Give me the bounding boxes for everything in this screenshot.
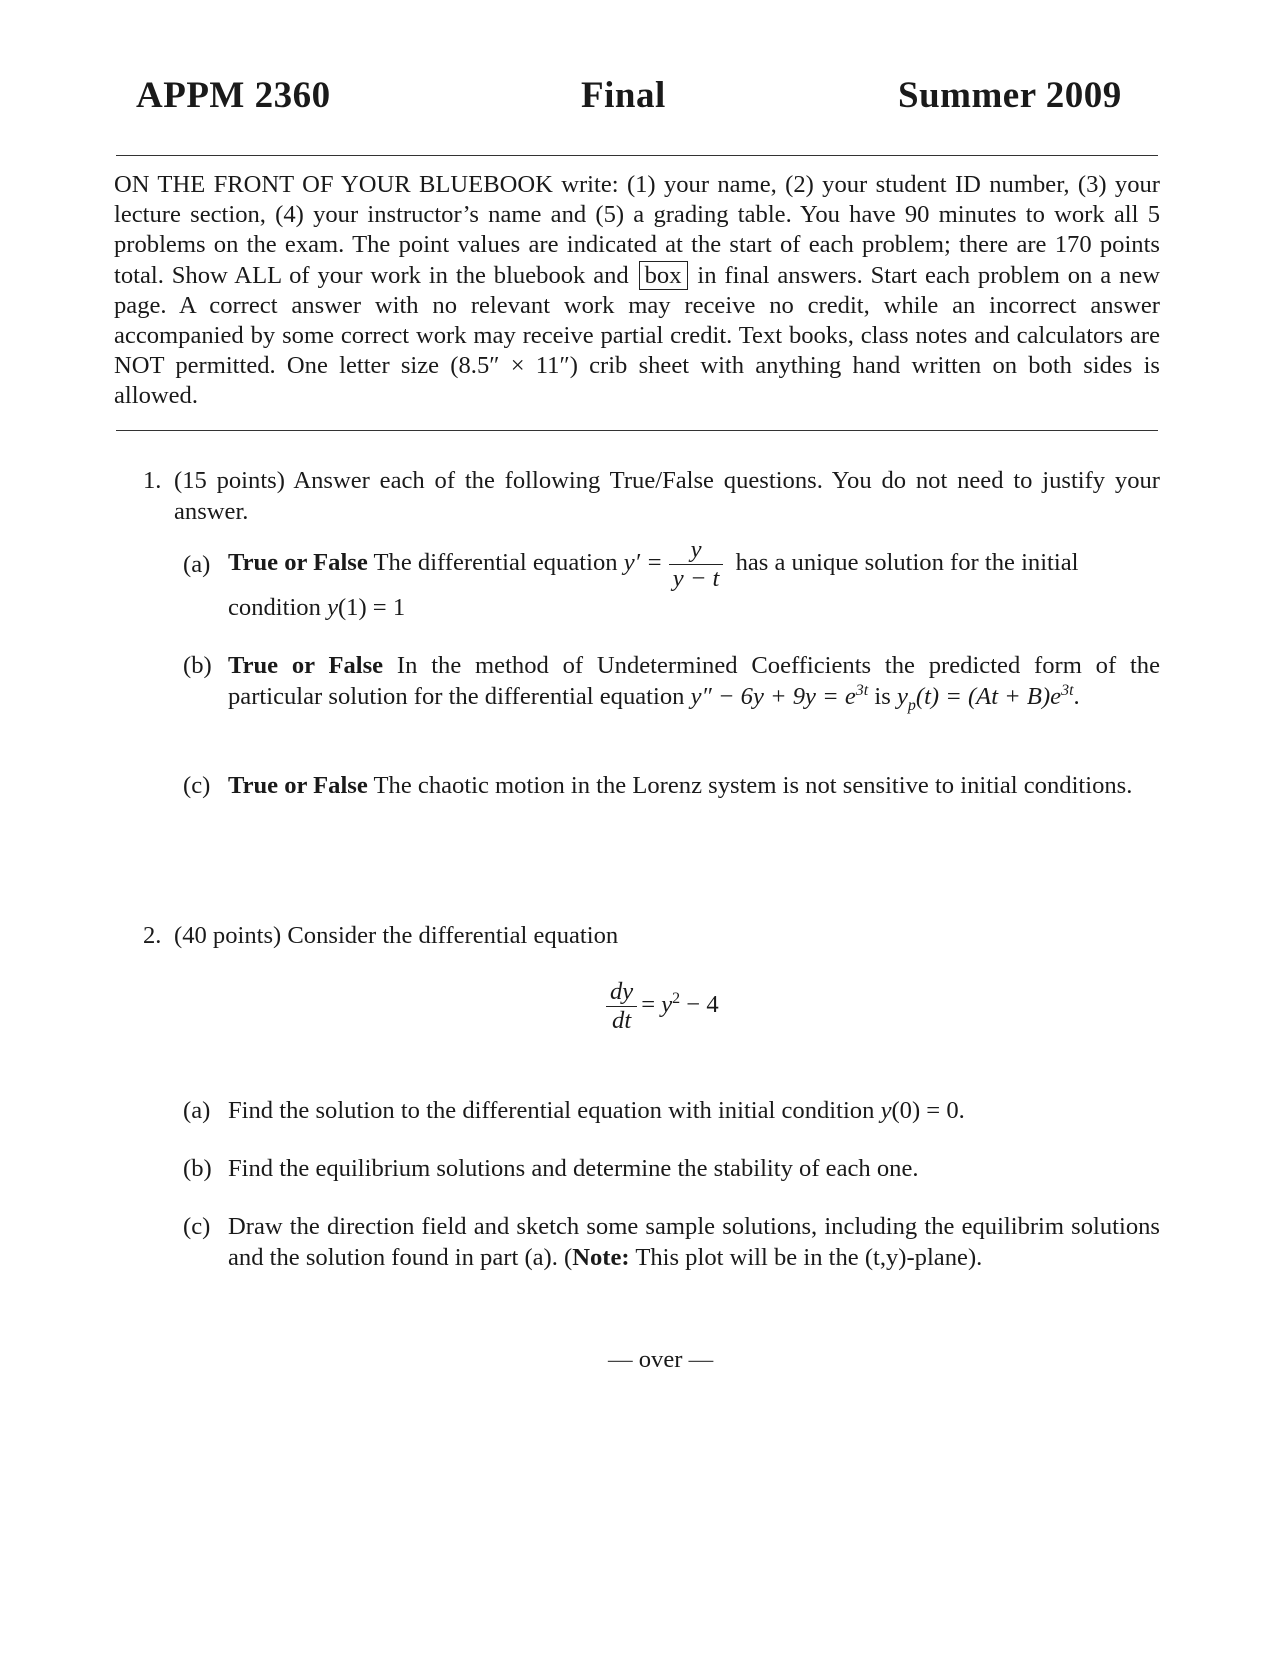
- equation-1a: y′ =: [623, 549, 663, 577]
- note-text: This plot will be in the (t,y)-plane).: [635, 1243, 983, 1271]
- problem-1c-label: (c): [183, 772, 211, 799]
- true-or-false-label: True or False: [228, 652, 384, 679]
- particular-solution: $y_p(t) = (At + B)e^{3t}$: [896, 681, 1074, 714]
- instructions-rule: [116, 430, 1158, 431]
- problem-1a-text-before: The differential equation: [373, 549, 618, 577]
- problem-1c-body: The chaotic motion in the Lorenz system is not sensitive to initial conditions.: [373, 772, 1133, 799]
- problem-2c-text: Draw the direction field and sketch some sample solutions, including the equilibrim solutions and the solution found in part (a). (Note: This plot will be in the (t,y)-plane).: [228, 1213, 1160, 1271]
- problem-1-number: 1.: [143, 467, 162, 494]
- initial-condition-1a: y: [327, 594, 338, 621]
- fraction-1a: $\frac{y}{y - t}$: [669, 536, 724, 593]
- boxed-word: box: [639, 261, 688, 290]
- problem-1b-text: In the method of Undetermined Coefficients the predicted form of the: [396, 652, 1160, 679]
- over-footer: — over —: [608, 1346, 714, 1373]
- problem-1c-text: [228, 771, 1160, 802]
- problem-1-intro: (15 points) Answer each of the following True/False questions. You do not need to justify your answer.: [174, 467, 1160, 525]
- course-title: APPM 2360: [136, 75, 331, 116]
- problem-1a-condition-text: condition: [228, 594, 321, 621]
- dy-dt-fraction: $\frac{dy}{dt}$: [606, 978, 637, 1035]
- problem-2a-text: Find the solution to the differential equation with initial condition y(0) = 0.: [228, 1097, 965, 1124]
- problem-2-intro: (40 points) Consider the differential equation: [174, 922, 619, 949]
- instructions-part1: ON THE FRONT OF YOUR BLUEBOOK write: (1) your name, (2) your student ID number, (3) your lecture section, (4) your instructor’s name and (5) a grading table. You have 90 minutes to work all 5 problems on the exam. The point values are indicated at the start of each problem; there are 170 points total. Show ALL of your work in the bluebook and: [114, 171, 1160, 289]
- problem-2c-body: Draw the direction field and sketch some sample solutions, including the equilibrim solutions and the solution found in part (a).: [228, 1213, 1160, 1271]
- problem-2b-label: (b): [183, 1155, 212, 1182]
- problem-2b-text: Find the equilibrium solutions and determine the stability of each one.: [228, 1155, 919, 1182]
- header-rule: [116, 155, 1158, 156]
- term-title: Summer 2009: [898, 75, 1122, 116]
- problem-2-number: 2.: [143, 922, 162, 949]
- initial-condition-2a: y: [880, 1097, 892, 1124]
- exam-title: Final: [581, 75, 666, 116]
- instructions: [114, 170, 1160, 412]
- problem-1a-label: (a): [183, 551, 211, 578]
- instructions-part2: in final answers. Start each problem on a new page. A correct answer with no relevant work may receive no credit, while an incorrect answer accompanied by some correct work may receive partial credit. Text books, class notes and calculators are NOT permitted. One letter size (8.5″ × 11″) crib sheet with anything hand written on both sides is allowed.: [114, 261, 1160, 410]
- problem-1a-line2: condition y(1) = 1: [228, 594, 406, 621]
- true-or-false-label: True or False: [228, 549, 368, 577]
- problem-2a-label: (a): [183, 1097, 211, 1124]
- display-equation: $\frac{dy}{dt}$ = $y^2 - 4$: [600, 978, 719, 1035]
- problem-1b-text-2: particular solution for the differential equation: [228, 683, 685, 710]
- problem-2c-label: (c): [183, 1213, 211, 1240]
- problem-1b-line1: [228, 651, 1160, 682]
- over-text: over: [638, 1346, 683, 1373]
- true-or-false-label: True or False: [228, 772, 368, 799]
- note-label: Note:: [572, 1243, 630, 1271]
- problem-2a-body: Find the solution to the differential equation with initial condition: [228, 1097, 875, 1124]
- is-word: is: [874, 683, 891, 710]
- problem-1a-line1: [228, 536, 1160, 593]
- equation-1b: $y'' - 6y + 9y = e^{3t}$: [690, 681, 869, 710]
- problem-1b-label: (b): [183, 652, 212, 679]
- problem-1b-line2: particular solution for the differential equation $y'' - 6y + 9y = e^{3t}$ is $y_p(t) = (At + B)e^{3t}$.: [228, 681, 1080, 714]
- problem-1a-text-after: has a unique solution for the initial: [735, 549, 1079, 577]
